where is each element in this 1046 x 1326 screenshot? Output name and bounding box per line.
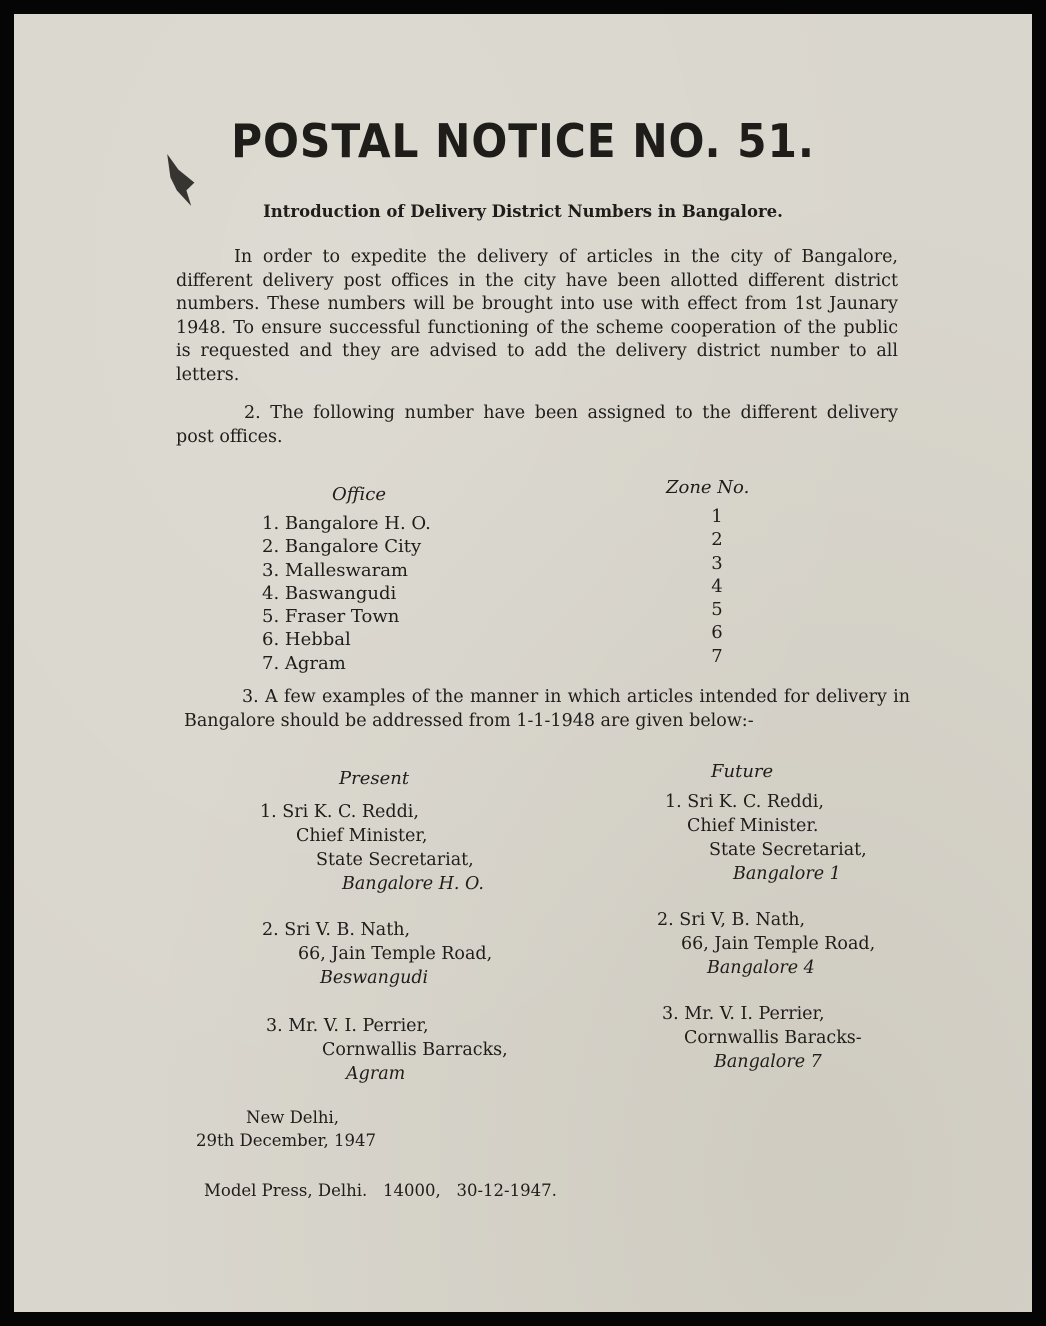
office-item: 1. Bangalore H. O. xyxy=(262,513,431,534)
address-line: Cornwallis Barracks, xyxy=(322,1040,508,1060)
notice-page xyxy=(14,14,1032,1312)
zone-item: 4 xyxy=(711,575,723,597)
zone-item: 1 xyxy=(711,506,723,527)
address-line: Bangalore H. O. xyxy=(342,874,484,894)
zone-item: 2 xyxy=(711,529,723,551)
place: New Delhi, xyxy=(246,1108,339,1127)
address-line: Bangalore 4 xyxy=(707,958,815,978)
zone-item: 7 xyxy=(711,645,723,667)
address-line: Cornwallis Baracks- xyxy=(684,1028,862,1048)
address-line: State Secretariat, xyxy=(709,840,867,860)
office-item: 5. Fraser Town xyxy=(262,606,400,628)
present-header: Present xyxy=(339,768,410,789)
notice-title: POSTAL NOTICE NO. 51. xyxy=(231,114,815,168)
address-line: 66, Jain Temple Road, xyxy=(681,934,876,954)
zone-item: 5 xyxy=(711,599,723,621)
address-line: Bangalore 7 xyxy=(714,1052,822,1072)
address-line: Chief Minister, xyxy=(296,826,428,846)
zone-item: 6 xyxy=(711,622,723,644)
office-column-header: Office xyxy=(332,484,386,505)
office-item: 3. Malleswaram xyxy=(262,559,409,581)
zone-column-header: Zone No. xyxy=(666,477,750,498)
office-item: 2. Bangalore City xyxy=(262,536,422,558)
address-line: Chief Minister. xyxy=(687,816,819,836)
future-address-3 xyxy=(662,1002,862,1074)
address-line: Beswangudi xyxy=(320,968,429,988)
future-header: Future xyxy=(711,761,774,782)
zone-item: 3 xyxy=(711,552,723,574)
present-address-3 xyxy=(266,1014,508,1086)
date: 29th December, 1947 xyxy=(196,1131,377,1150)
address-line: 3. Mr. V. I. Perrier, xyxy=(266,1016,429,1036)
address-line: Bangalore 1 xyxy=(733,864,841,884)
paragraph-1: In order to expedite the delivery of articles in the city of Bangalore, different delivery post offices in the city have been allotted different district numbers. These numbers will be brought into use with effect from 1st Jaunary 1948. To ensure successful functioning of the scheme cooperation of the public is requested and they are advised to add the delivery district number to all letters. xyxy=(176,247,898,385)
address-line: 2. Sri V, B. Nath, xyxy=(657,910,806,930)
future-address-1 xyxy=(665,790,867,886)
zone-list xyxy=(707,505,727,668)
notice-subtitle: Introduction of Delivery District Numbers in Bangalore. xyxy=(263,202,783,221)
address-line: Agram xyxy=(346,1064,406,1084)
office-item: 4. Baswangudi xyxy=(262,582,397,604)
address-line: 3. Mr. V. I. Perrier, xyxy=(662,1004,825,1024)
present-address-2 xyxy=(262,918,492,990)
address-line: 66, Jain Temple Road, xyxy=(298,944,493,964)
present-address-1 xyxy=(260,800,484,896)
future-address-2 xyxy=(657,908,875,980)
paragraph-3: 3. A few examples of the manner in which articles intended for delivery in Bangalore should be addressed from 1-1-1948 are given below:- xyxy=(184,687,910,731)
office-item: 6. Hebbal xyxy=(262,629,351,651)
address-line: 1. Sri K. C. Reddi, xyxy=(665,792,824,812)
printer-line: Model Press, Delhi. 14000, 30-12-1947. xyxy=(204,1181,557,1200)
address-line: State Secretariat, xyxy=(316,850,474,870)
office-item: 7. Agram xyxy=(262,652,346,674)
paragraph-2: 2. The following number have been assigned to the different delivery post offices. xyxy=(176,403,898,447)
office-list xyxy=(262,512,431,675)
address-line: 2. Sri V. B. Nath, xyxy=(262,920,411,940)
address-line: 1. Sri K. C. Reddi, xyxy=(260,802,419,822)
